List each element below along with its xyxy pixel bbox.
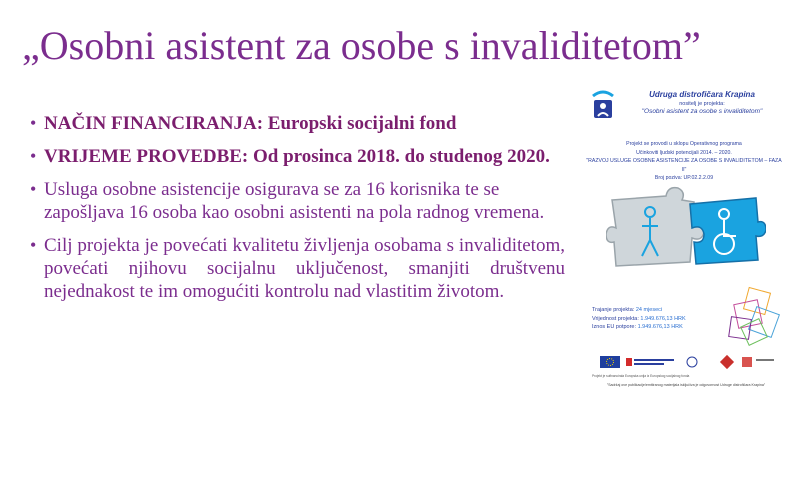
bullet-text: NAČIN FINANCIRANJA: Europski socijalni fond: [44, 113, 457, 134]
bullet-period: [30, 145, 565, 168]
stat-label: Vrijednost projekta:: [592, 315, 639, 322]
stat-value: 1.949.676,13 HRK: [637, 324, 683, 330]
poster-stat: [592, 323, 742, 332]
poster-info-line: Učinkoviti ljudski potencijali 2014. – 2020.: [636, 149, 732, 156]
poster-footnote: Projekt je sufinancirala Europska unija iz Europskog socijalnog fonda: [592, 374, 690, 378]
stat-label: Iznos EU potpore:: [592, 324, 637, 330]
poster-org-name: Udruga distrofičara Krapina: [649, 90, 755, 99]
bullet-marker: •: [30, 113, 37, 133]
slide-title: „Osobni asistent za osobe s invaliditetom”: [22, 23, 701, 68]
bullet-text: Usluga osobne asistencije osigurava se za 16 korisnika te se zapošljava 16 osoba kao osobni asistenti na pola radnog vremena.: [44, 179, 545, 223]
bullet-marker: •: [30, 235, 37, 255]
decorative-squares-icon: [726, 286, 782, 346]
stat-value: 24 mjeseci: [635, 307, 663, 313]
poster-disclaimer: "Sadržaj ove publikacije/emitiranog materijala isključiva je odgovornost Udruge distrofičara Krapina": [606, 383, 766, 387]
poster-info-line: Projekt se provodi u sklopu Operativnog programa: [626, 141, 742, 147]
poster-info: [586, 140, 782, 183]
poster-stat: [592, 315, 742, 324]
bullet-marker: •: [30, 179, 37, 199]
stat-label: Trajanje projekta:: [592, 307, 635, 313]
bullet-text: VRIJEME PROVEDBE: Od prosinca 2018. do studenog 2020.: [44, 146, 550, 167]
association-logo-icon: [589, 90, 617, 120]
bullet-list: [30, 112, 565, 313]
stat-value: 1.949.676,13 HRK: [640, 315, 686, 322]
bullet-service: [30, 178, 565, 224]
project-poster: [586, 86, 782, 398]
puzzle-pieces-icon: [606, 186, 766, 272]
poster-stat: [592, 306, 742, 315]
eu-funding-logos-icon: [592, 354, 780, 370]
poster-info-line: Broj poziva: UP.02.2.2.09: [654, 175, 714, 181]
bullet-text: Cilj projekta je povećati kvalitetu življenja osobama s invaliditetom, povećati njihovu socijalnu uključenost, smanjiti društvenu nejednakost te im omogućiti kontrolu nad vlastitim životom.: [44, 235, 565, 302]
bullet-marker: •: [30, 146, 37, 166]
poster-subtitle: nositelj je projekta:: [679, 101, 725, 107]
poster-info-line: "RAZVOJ USLUGE OSOBNE ASISTENCIJE ZA OSOBE S INVALIDITETOM – FAZA II": [586, 158, 782, 173]
poster-stats: [592, 306, 742, 332]
bullet-goal: [30, 234, 565, 303]
poster-project-name: "Osobni asistent za osobe s invaliditetom": [641, 108, 763, 115]
bullet-financing: [30, 112, 565, 135]
